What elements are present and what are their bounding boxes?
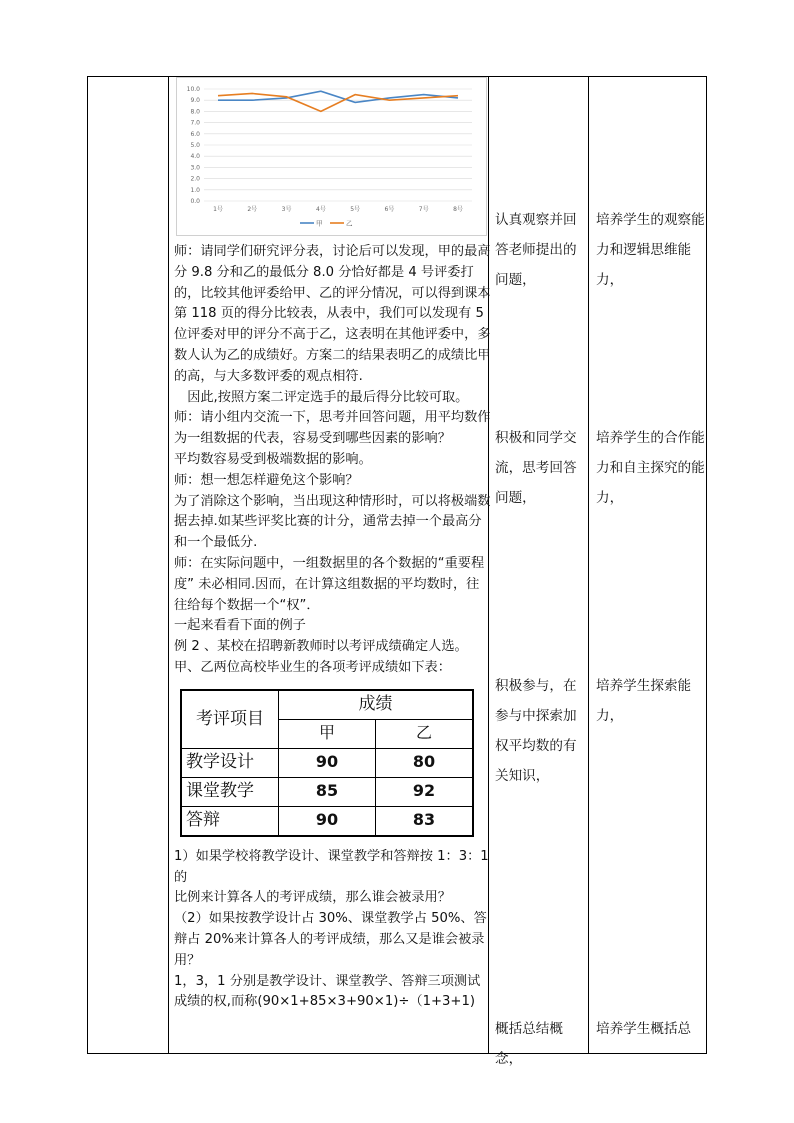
table-row [181, 748, 473, 777]
paragraph: （2）如果按教学设计占 30%、课堂教学占 50%、答辩占 20%来计算各人的考评成绩，那么又是谁会被录用？ [174, 911, 487, 968]
y-tick-label: 7.0 [190, 119, 200, 127]
paragraph: 师：想一想怎样避免这个影响？ [174, 472, 359, 488]
paragraph: 师：请同学们研究评分表，讨论后可以发现，甲的最高分 9.8 分和乙的最低分 8.0 分恰好都是 4 号评委打的，比较其他评委给甲、乙的评分情况，可以得到课本第 118 页的得分比较表，从表中，我们可以发现有 5 位评委对甲的评分不高于乙，这表明在其他评委中，多数人认为乙的成绩好。方案二的结果表明乙的成绩比甲的高，与大多数评委的观点相符. [174, 244, 491, 384]
row-item: 答辩 [181, 806, 279, 836]
teaching-content [174, 242, 492, 1013]
y-tick-label: 10.0 [186, 86, 200, 93]
paragraph: 1）如果学校将教学设计、课堂教学和答辩按 1：3：1 的 [174, 848, 489, 885]
y-tick-label: 1.0 [190, 186, 200, 194]
header-a: 甲 [279, 719, 376, 748]
x-tick-label: 6号 [384, 206, 395, 213]
y-tick-label: 3.0 [190, 164, 200, 172]
lesson-plan-table [87, 76, 707, 1067]
design-intent: 培养学生的观察能力和逻辑思维能力， [596, 212, 705, 288]
design-intent: 培养学生概括总 [596, 1021, 692, 1037]
score-b: 92 [376, 777, 474, 806]
paragraph: 平均数容易受到极端数据的影响。 [174, 451, 372, 467]
y-tick-label: 9.0 [190, 97, 200, 105]
x-tick-label: 4号 [315, 206, 326, 213]
row-item: 教学设计 [181, 748, 279, 777]
y-tick-label: 8.0 [190, 108, 200, 116]
score-table [180, 689, 474, 837]
paragraph: 师：在实际问题中，一组数据里的各个数据的“重要程度” 未必相同.因而，在计算这组数据的平均数时，往往给每个数据一个“权”． [174, 555, 485, 613]
score-a: 85 [279, 777, 376, 806]
table-row [181, 806, 473, 836]
x-tick-label: 1号 [213, 206, 223, 213]
header-item: 考评项目 [181, 690, 279, 749]
design-intent: 培养学生探索能力， [596, 678, 692, 724]
paragraph: 一起来看看下面的例子 [174, 618, 306, 634]
paragraph: 师：请小组内交流一下，思考并回答问题，用平均数作为一组数据的代表，容易受到哪些因素的影响？ [174, 410, 491, 447]
paragraph: 1，3，1 分别是教学设计、课堂教学、答辩三项测试成绩的权,而称(90×1+85×3+90×1)÷（1+3+1) [174, 973, 481, 1010]
row-item: 课堂教学 [181, 777, 279, 806]
student-activity: 积极和同学交流，思考回答问题， [495, 430, 577, 506]
line-chart [176, 77, 488, 237]
y-tick-label: 5.0 [190, 142, 200, 149]
header-score: 成绩 [279, 690, 474, 720]
y-tick-label: 4.0 [190, 153, 200, 161]
header-b: 乙 [376, 719, 474, 748]
x-tick-label: 2号 [247, 206, 258, 213]
table-row [181, 777, 473, 806]
y-tick-label: 6.0 [190, 130, 200, 138]
paragraph: 例 2 、某校在招聘新教师时以考评成绩确定人选。甲、乙两位高校毕业生的各项考评成绩如下表： [174, 639, 468, 675]
x-tick-label: 7号 [418, 206, 429, 213]
score-a: 90 [279, 806, 376, 836]
legend-label: 甲 [316, 219, 323, 228]
x-tick-label: 5号 [350, 206, 361, 213]
column-divider [168, 77, 169, 1053]
y-tick-label: 2.0 [190, 175, 200, 183]
chart-frame [177, 78, 487, 236]
student-activity: 积极参与，在参与中探索加权平均数的有关知识， [495, 678, 577, 784]
score-b: 80 [376, 748, 474, 777]
column-divider [588, 77, 589, 1053]
student-activity: 概括总结概念， [495, 1021, 563, 1067]
student-activity: 认真观察并回答老师提出的问题， [495, 212, 577, 288]
paragraph: 为了消除这个影响，当出现这种情形时，可以将极端数据去掉.如某些评奖比赛的计分，通常去掉一个最高分和一个最低分. [174, 493, 491, 551]
score-a: 90 [279, 748, 376, 777]
design-intent: 培养学生的合作能力和自主探究的能力， [596, 430, 705, 506]
y-tick-label: 0.0 [190, 198, 200, 205]
x-tick-label: 3号 [281, 206, 292, 213]
x-tick-label: 8号 [453, 206, 463, 213]
legend-label: 乙 [346, 219, 353, 228]
paragraph: 因此,按照方案二评定选手的最后得分比较可取。 [187, 389, 469, 405]
paragraph: 比例来计算各人的考评成绩，那么谁会被录用？ [174, 890, 451, 906]
score-b: 83 [376, 806, 474, 836]
